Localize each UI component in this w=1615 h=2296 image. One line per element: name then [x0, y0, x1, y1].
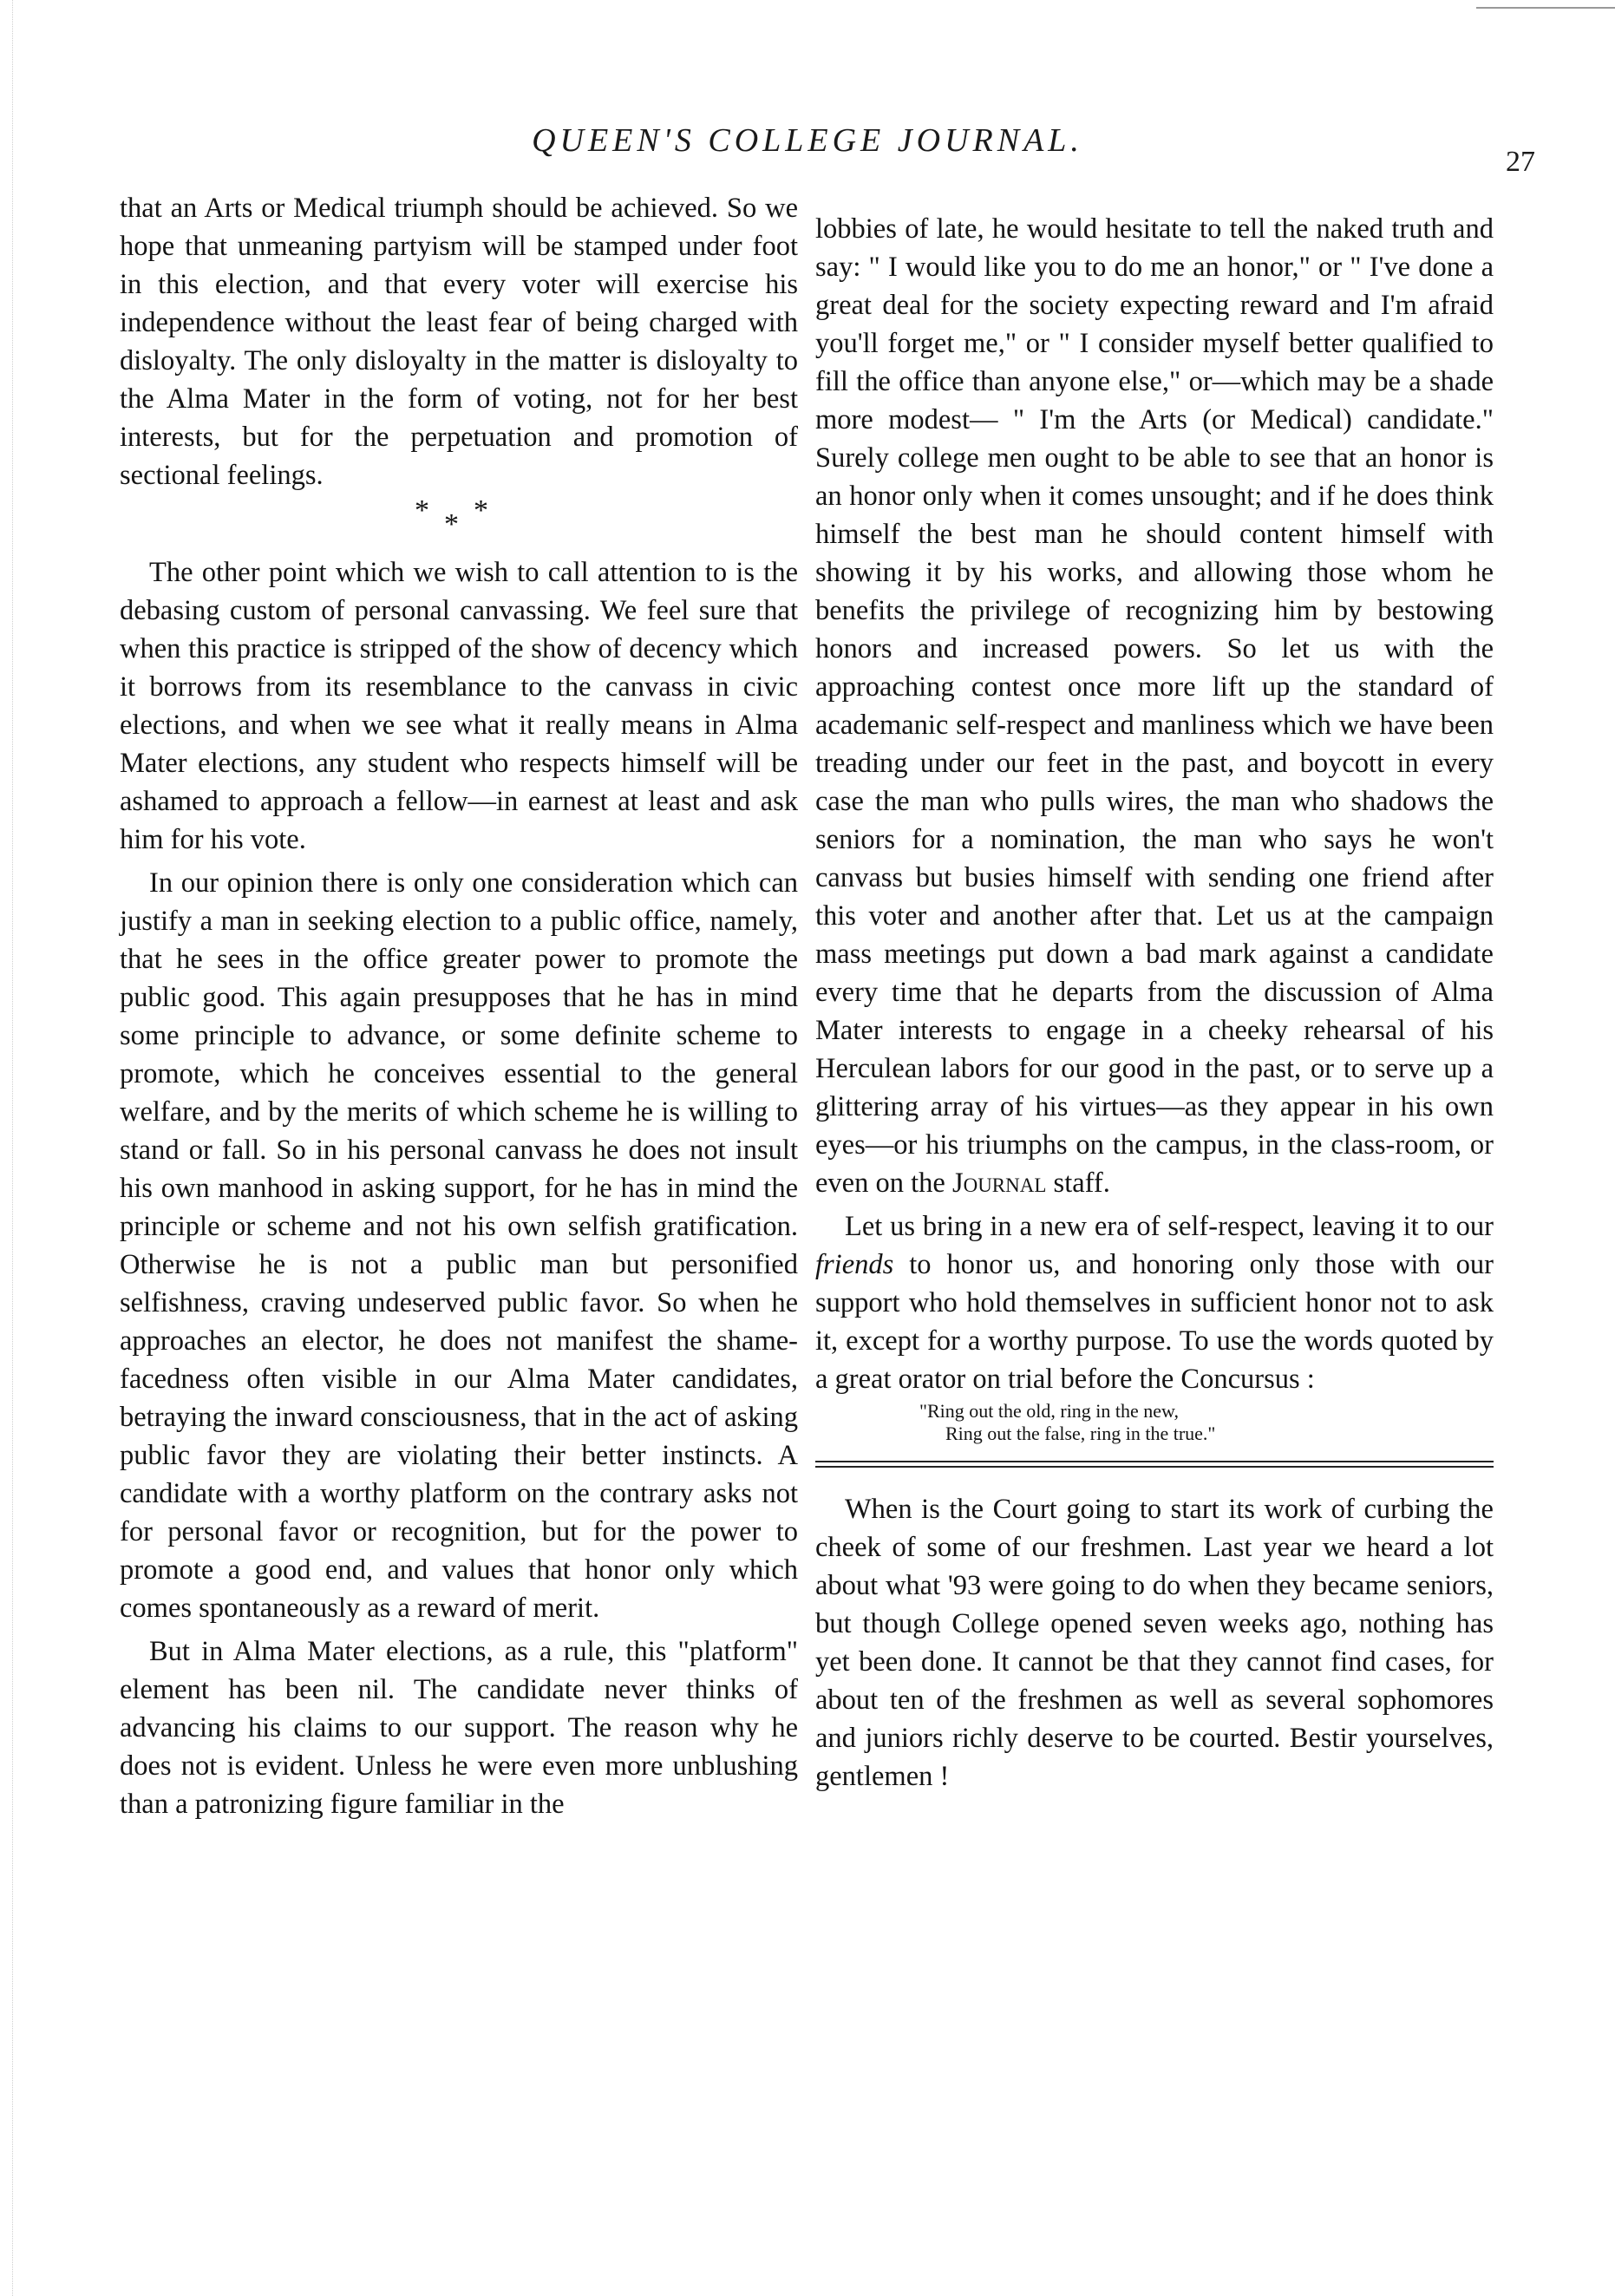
section-separator — [815, 1461, 1494, 1468]
left-column — [120, 189, 798, 1823]
paragraph: But in Alma Mater elections, as a rule, this "platform" element has been nil. The candidate never thinks of advancing his claims to our support. The reason why he does not is evident. Unless he were even more unblushing than a patronizing figure familiar in the — [120, 1636, 798, 1820]
paragraph: In our opinion there is only one consideration which can justify a man in seeking election to a public office, namely, that he sees in the office greater power to promote the public good. This again presupposes that he has in mind some principle to advance, or some definite scheme to promote, which he conceives essential to the general welfare, and by the merits of which scheme he is willing to stand or fall. So in his personal canvass he does not insult his own manhood in asking support, for he has in mind the principle or scheme and not his own selfish gratification. Otherwise he is not a public man but personified selfishness, craving undeserved public favor. So when he approaches an elector, he does not manifest the shame-facedness often visible in our Alma Mater candidates, betraying the inward consciousness, that in the act of asking public favor they are violating their better instincts. A candidate with a worthy platform on the contrary asks not for personal favor or recognition, but for the power to promote a good end, and values that honor only which comes spontaneously as a reward of merit. — [120, 867, 798, 1624]
right-column — [815, 210, 1494, 1796]
paragraph: that an Arts or Medical triumph should be achieved. So we hope that unmeaning partyism will be stamped under foot in this election, and that every voter will exercise his independence without the least fear of being charged with disloyalty. The only disloyalty in the matter is disloyalty to the Alma Mater in the form of voting, not for her best interests, but for the perpetuation and promotion of sectional feelings. — [120, 193, 798, 491]
top-rule — [1476, 7, 1615, 9]
paragraph-text: to honor us, and honoring only those with our support who hold themselves in sufficient honor not to ask it, except for a worthy purpose. To use the words quoted by a great orator on trial before the Concursus : — [815, 1249, 1494, 1395]
paragraph — [815, 1207, 1494, 1398]
paragraph — [815, 210, 1494, 1202]
page-edge — [0, 0, 13, 2296]
asterisk-icon: * — [444, 508, 459, 540]
paragraph: When is the Court going to start its work of curbing the cheek of some of our freshmen. Last year we heard a lot about what '93 were going to do when they became seniors, but though College opened seven weeks ago, nothing has yet been done. It cannot be that they cannot find cases, for about ten of the freshmen as well as several sophomores and juniors richly deserve to be courted. Bestir yourselves, gentlemen ! — [815, 1494, 1494, 1792]
asterism-divider — [120, 494, 798, 545]
paragraph-text: Let us bring in a new era of self-respect, leaving it to our — [845, 1211, 1494, 1242]
journal-name: Journal — [951, 1168, 1047, 1199]
paragraph-text: staff. — [1046, 1168, 1110, 1199]
running-header: QUEEN'S COLLEGE JOURNAL. — [532, 122, 1083, 159]
paragraph-text: lobbies of late, he would hesitate to tell the naked truth and say: " I would like you to do me an honor," or " I've done a great deal for the society expecting reward and I'm afraid you'll forget me," or " I consider myself better qualified to fill the office than anyone else," or—which may be a shade more modest— " I'm the Arts (or Medical) candidate." Surely college men ought to be able to see that an honor is an honor only when it comes unsought; and if he does think himself the best man he should content himself with showing it by his works, and allowing those whom he benefits the privilege of recognizing him by bestowing honors and increased powers. So let us with the approaching contest once more lift up the standard of academanic self-respect and manliness which we have been treading under our feet in the past, and boycott in every case the man who pulls wires, the man who shadows the seniors for a nomination, the man who says he won't canvass but busies himself with sending one friend after this voter and another after that. Let us at the campaign mass meetings put down a bad mark against a candidate every time that he departs from the discussion of Alma Mater interests to engage in a cheeky rehearsal of his Herculean labors for our good in the past, or to serve up a glittering array of his virtues—as they appear in his own eyes—or his triumphs on the campus, in the class-room, or even on the — [815, 213, 1494, 1199]
page-number: 27 — [1506, 146, 1535, 178]
quote-line: "Ring out the old, ring in the new, — [919, 1400, 1180, 1422]
asterisk-icon: * — [474, 494, 488, 527]
quote-line: Ring out the false, ring in the true." — [945, 1423, 1216, 1444]
emphasis-text: friends — [815, 1249, 894, 1280]
verse-quote — [815, 1400, 1494, 1445]
paragraph: The other point which we wish to call attention to is the debasing custom of personal canvassing. We feel sure that when this practice is stripped of the show of decency which it borrows from its resemblance to the canvass in civic elections, and when we see what it really means in Alma Mater elections, any student who respects himself will be ashamed to approach a fellow—in earnest at least and ask him for his vote. — [120, 557, 798, 855]
asterisk-icon: * — [415, 494, 429, 527]
